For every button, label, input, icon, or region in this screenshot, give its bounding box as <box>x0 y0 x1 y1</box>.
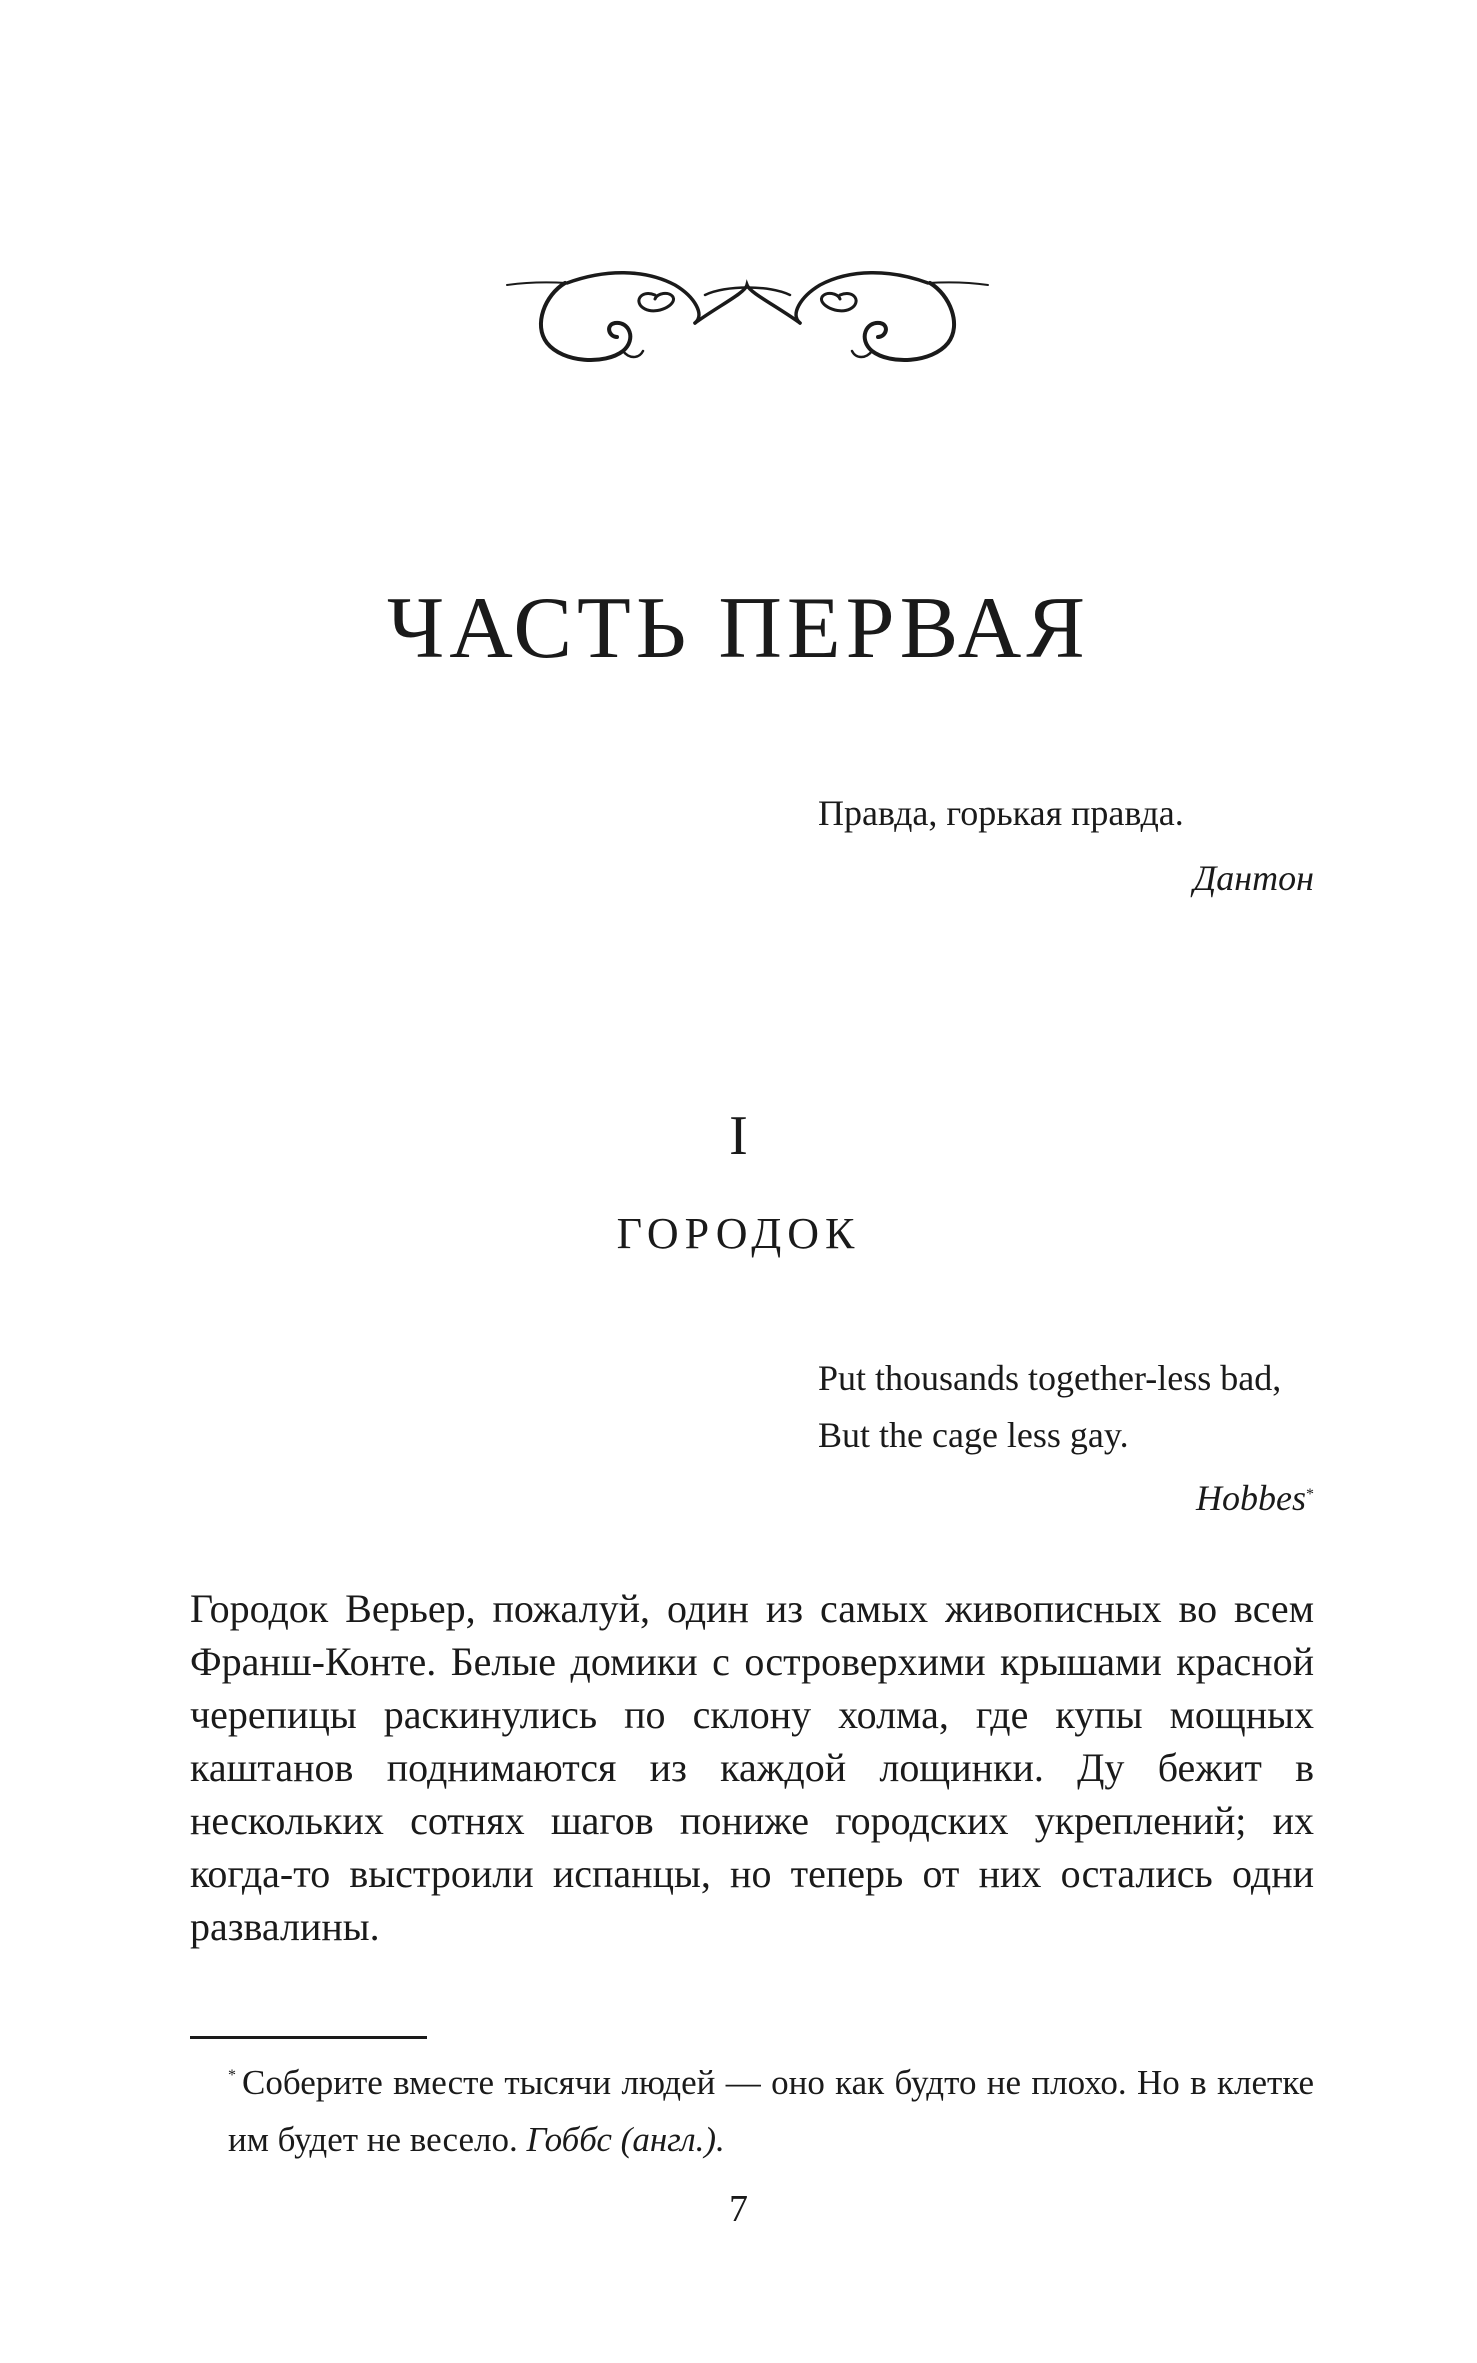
footnote-divider <box>190 2036 427 2039</box>
chapter-body <box>190 1582 1314 1953</box>
footnote-mark: * <box>228 2067 236 2084</box>
part-title: ЧАСТЬ ПЕРВАЯ <box>387 580 1090 677</box>
footnote-paragraph <box>228 2058 1314 2165</box>
epigraph-author <box>818 1470 1314 1527</box>
chapter-number: I <box>729 1105 748 1167</box>
epigraph-line-2: But the cage less gay. <box>818 1415 1129 1455</box>
epigraph-author-name: Hobbes <box>1196 1478 1306 1518</box>
footnote-reference[interactable]: * <box>1306 1486 1314 1503</box>
chapter-title: ГОРОДОК <box>616 1209 861 1258</box>
body-paragraph: Городок Верьер, пожалуй, один из самых живописных во всем Франш-Конте. Белые домики с островерхими крышами красной черепицы раскинулись по склону холма, где купы мощных каштанов поднимаются из каждой лощинки. Ду бежит в нескольких сотнях шагов пониже городских укреплений; их когда-то выстроили испанцы, но теперь от них остались одни развалины. <box>190 1586 1314 1949</box>
epigraph-author: Дантон <box>1193 858 1314 898</box>
epigraph-line-1: Put thousands together-less bad, <box>818 1358 1282 1398</box>
footnote-source: Гоббс (англ.). <box>526 2120 725 2159</box>
footnote <box>228 2058 1314 2165</box>
flourish-ornament-icon <box>505 255 990 375</box>
footnote-text: Соберите вместе тысячи людей — оно как будто не плохо. Но в клетке им будет не весело. <box>228 2063 1314 2159</box>
page-number: 7 <box>729 2188 748 2230</box>
epigraph-quote: Правда, горькая правда. <box>818 793 1184 833</box>
chapter-epigraph <box>818 1350 1314 1527</box>
part-epigraph <box>818 785 1314 907</box>
